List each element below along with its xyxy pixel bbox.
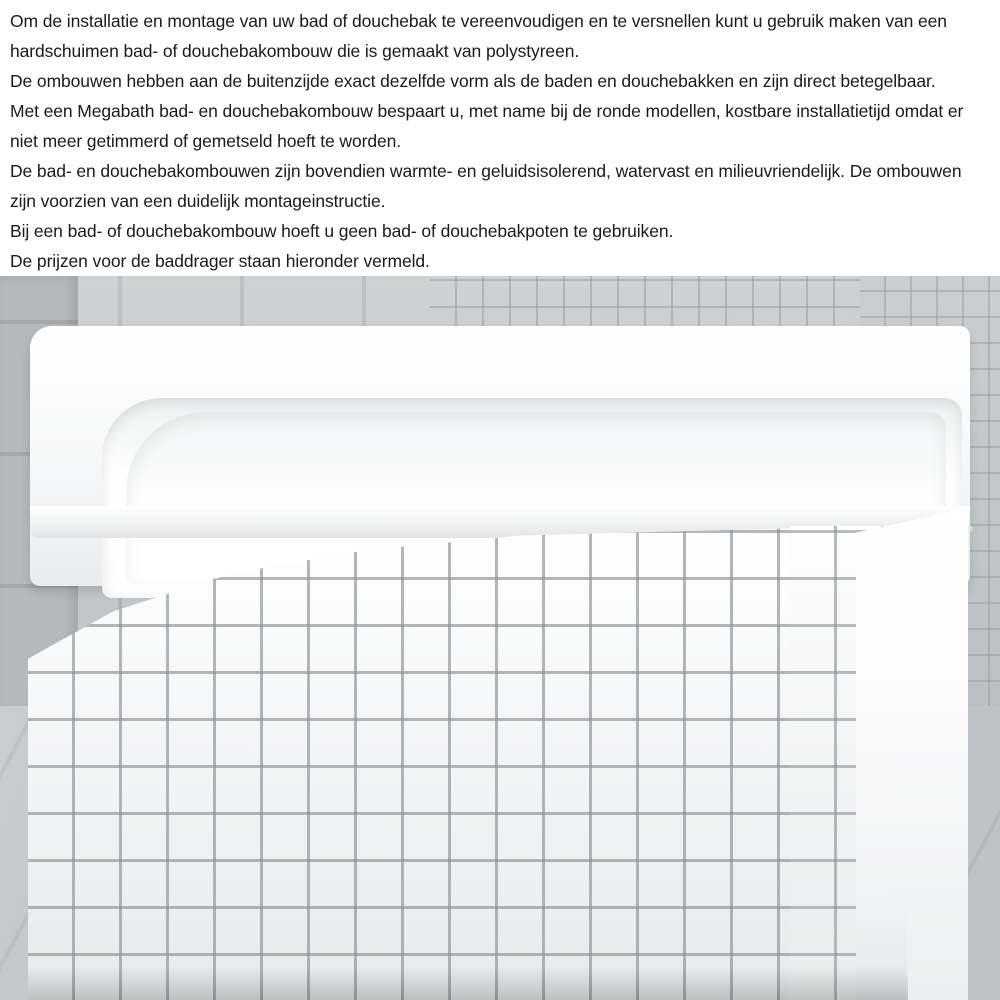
bathtub-product-photo: [0, 276, 1000, 1000]
description-text-block: [0, 0, 1000, 276]
paragraph-6: De prijzen voor de baddrager staan hieronder vermeld.: [10, 251, 430, 271]
paragraph-4: De bad- en douchebakombouwen zijn bovendien warmte- en geluidsisolerend, watervast en milieuvriendelijk. De ombouwen zijn voorzien van een duidelijk montageinstructie.: [10, 161, 962, 211]
panel-floor-shadow: [28, 966, 908, 1000]
paragraph-2: De ombouwen hebben aan de buitenzijde exact dezelfde vorm als de baden en douchebakken en zijn direct betegelbaar.: [10, 71, 936, 91]
paragraph-1: Om de installatie en montage van uw bad of douchebak te vereenvoudigen en te versnellen kunt u gebruik maken van een hardschuimen bad- of douchebakombouw die is gemaakt van polystyreen.: [10, 11, 947, 61]
paragraph-5: Bij een bad- of douchebakombouw hoeft u geen bad- of douchebakpoten te gebruiken.: [10, 221, 674, 241]
paragraph-3: Met een Megabath bad- en douchebakombouw bespaart u, met name bij de ronde modellen, kostbare installatietijd omdat er niet meer getimmerd of gemetseld hoeft te worden.: [10, 101, 964, 151]
